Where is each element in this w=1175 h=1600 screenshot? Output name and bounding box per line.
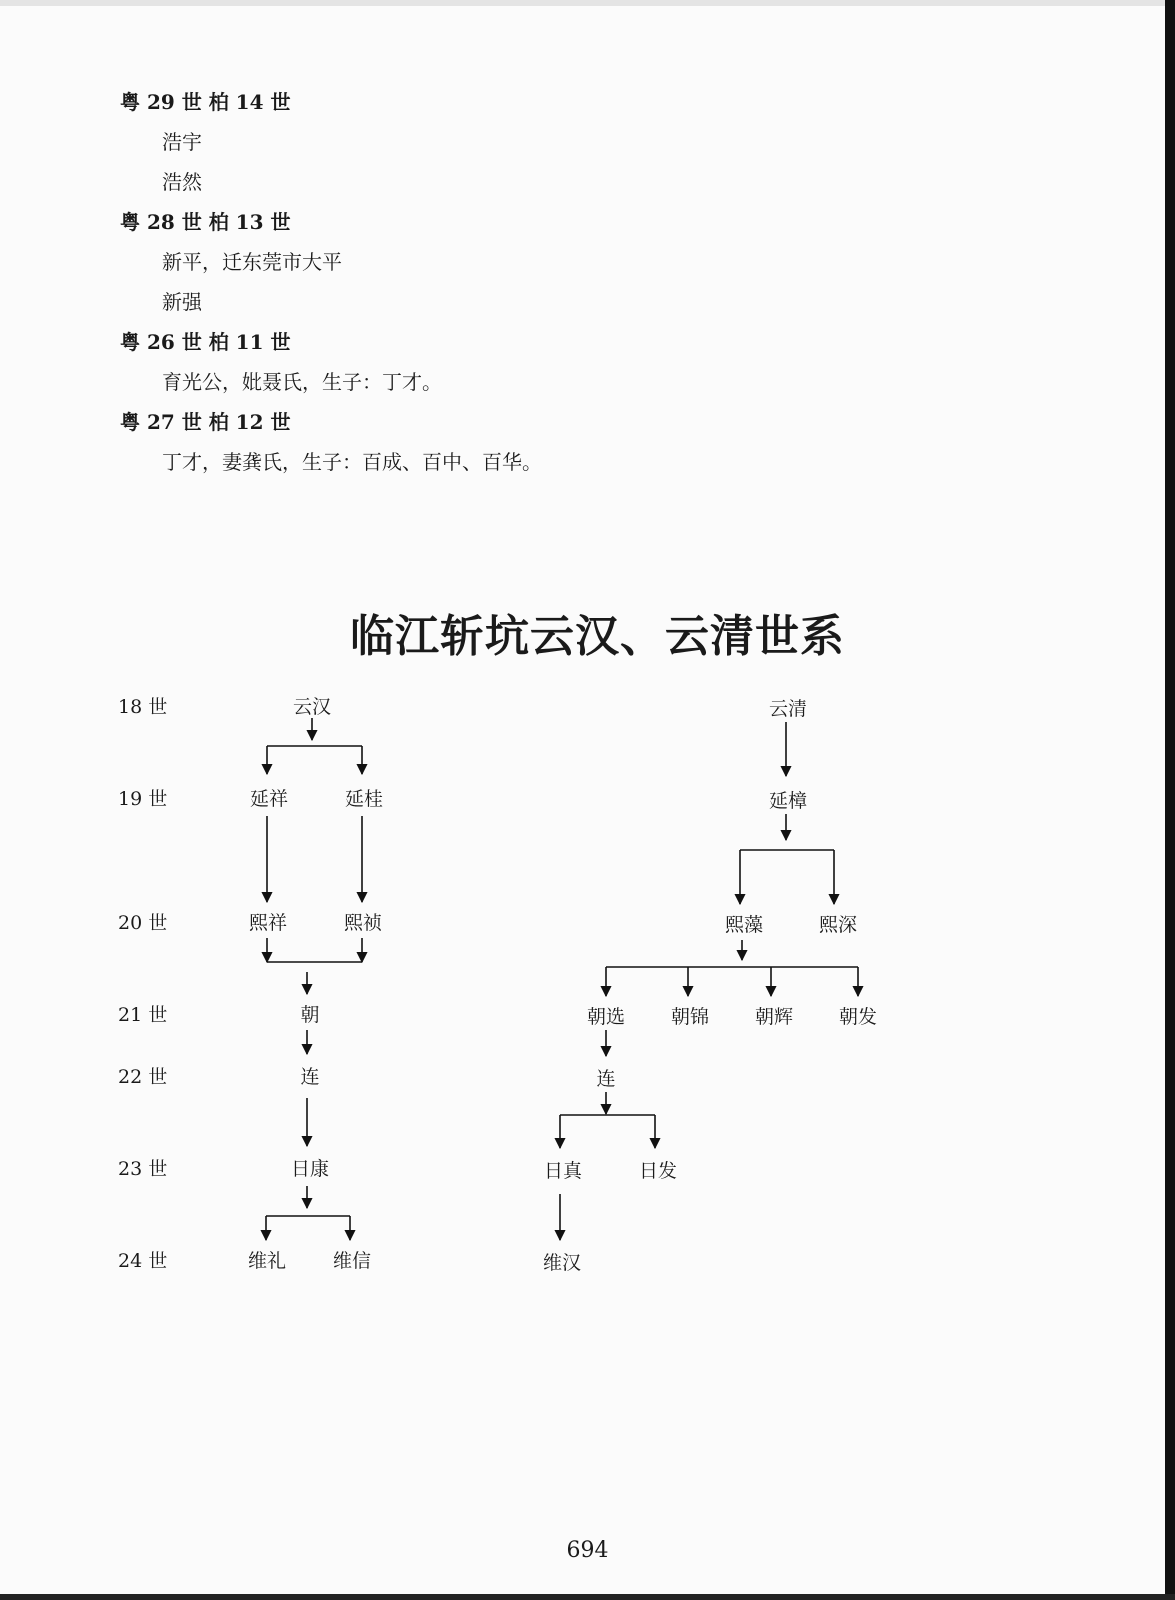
node-xizhen: 熙祯 bbox=[343, 912, 383, 934]
entry-line: 丁才，妻龚氏，生子：百成、百中、百华。 bbox=[162, 450, 542, 474]
node-chaofa: 朝发 bbox=[838, 1006, 878, 1028]
node-rizhen: 日真 bbox=[543, 1160, 583, 1182]
scan-edge-right bbox=[1165, 0, 1175, 1600]
genealogy-chart-title: 临江斩坑云汉、云清世系 bbox=[350, 611, 845, 662]
entry-line: 浩宇 bbox=[162, 130, 202, 154]
entry-line: 育光公，妣聂氏，生子：丁才。 bbox=[162, 370, 442, 394]
entry-heading: 粤 27 世 柏 12 世 bbox=[120, 410, 291, 434]
node-weili: 维礼 bbox=[247, 1250, 287, 1272]
scan-edge-bottom bbox=[0, 1594, 1175, 1600]
generation-label: 24 世 bbox=[118, 1250, 168, 1272]
node-chaoxuan: 朝选 bbox=[586, 1006, 626, 1028]
node-rifa: 日发 bbox=[638, 1160, 678, 1182]
entry-line: 新平，迁东莞市大平 bbox=[162, 250, 342, 274]
node-chaohui: 朝辉 bbox=[754, 1006, 794, 1028]
generation-label: 20 世 bbox=[118, 912, 168, 934]
node-yunqing: 云清 bbox=[768, 698, 808, 720]
node-chaojin: 朝锦 bbox=[670, 1006, 710, 1028]
node-xishen: 熙深 bbox=[818, 914, 858, 936]
node-rikang: 日康 bbox=[290, 1158, 330, 1180]
node-yangui: 延桂 bbox=[344, 788, 384, 810]
node-xixiang: 熙祥 bbox=[248, 912, 288, 934]
node-xizao: 熙藻 bbox=[724, 914, 764, 936]
node-chao: 朝 bbox=[300, 1004, 320, 1026]
generation-label: 19 世 bbox=[118, 788, 168, 810]
node-weixin: 维信 bbox=[332, 1250, 372, 1272]
node-yunhan: 云汉 bbox=[292, 696, 332, 718]
entry-heading: 粤 28 世 柏 13 世 bbox=[120, 210, 291, 234]
generation-label: 22 世 bbox=[118, 1066, 168, 1088]
node-yanxiang: 延祥 bbox=[249, 788, 289, 810]
node-lian-right: 连 bbox=[596, 1068, 616, 1090]
entry-heading: 粤 29 世 柏 14 世 bbox=[120, 90, 291, 114]
generation-label: 18 世 bbox=[118, 696, 168, 718]
entry-heading: 粤 26 世 柏 11 世 bbox=[120, 330, 291, 354]
node-yanzhang: 延樟 bbox=[768, 790, 808, 812]
page-number: 694 bbox=[566, 1538, 609, 1563]
entry-line: 浩然 bbox=[162, 170, 202, 194]
node-weihan: 维汉 bbox=[542, 1252, 582, 1274]
generation-label: 23 世 bbox=[118, 1158, 168, 1180]
generation-label: 21 世 bbox=[118, 1004, 168, 1026]
entry-line: 新强 bbox=[162, 290, 202, 314]
node-lian-left: 连 bbox=[300, 1066, 320, 1088]
